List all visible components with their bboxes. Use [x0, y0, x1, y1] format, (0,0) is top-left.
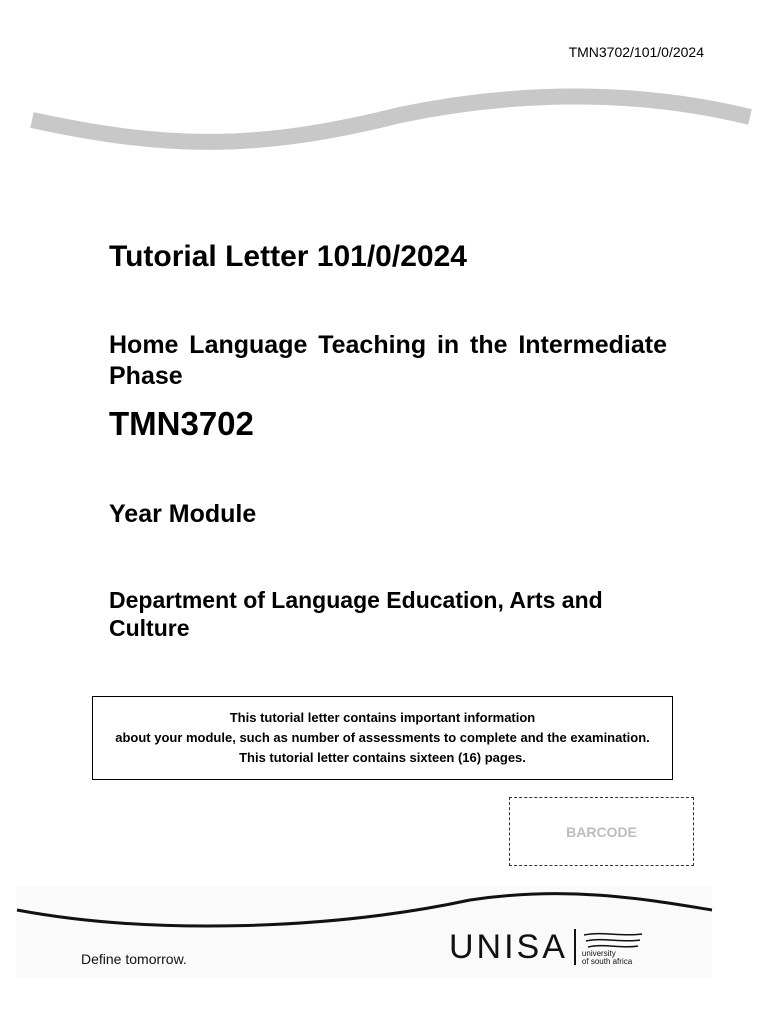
unisa-logo-word: UNISA	[449, 928, 568, 966]
unisa-emblem	[582, 928, 644, 966]
info-line-1: This tutorial letter contains important information	[229, 710, 536, 725]
department-name: Department of Language Education, Arts and Culture	[109, 587, 603, 641]
module-type: Year Module	[109, 500, 257, 528]
decorative-swoosh	[0, 80, 768, 160]
logo-subtitle-2: of south africa	[581, 957, 633, 966]
logo-subtitle-1: university	[581, 949, 616, 958]
logo-divider	[574, 929, 576, 965]
document-reference-code: TMN3702/101/0/2024	[568, 44, 704, 60]
footer-curve	[0, 880, 768, 940]
unisa-logo	[449, 928, 644, 966]
information-box	[92, 696, 673, 780]
unisa-emblem-icon	[582, 932, 644, 950]
barcode-label: BARCODE	[566, 823, 637, 840]
tutorial-letter-title: Tutorial Letter 101/0/2024	[109, 240, 467, 273]
footer-tagline: Define tomorrow.	[81, 951, 187, 967]
module-code: TMN3702	[109, 405, 254, 442]
barcode-placeholder	[509, 797, 694, 866]
info-line-2: about your module, such as number of assessments to complete and the examination.	[115, 730, 650, 745]
module-name: Home Language Teaching in the Intermediate Phase	[109, 331, 667, 390]
info-line-3: This tutorial letter contains sixteen (16) pages.	[239, 750, 526, 765]
